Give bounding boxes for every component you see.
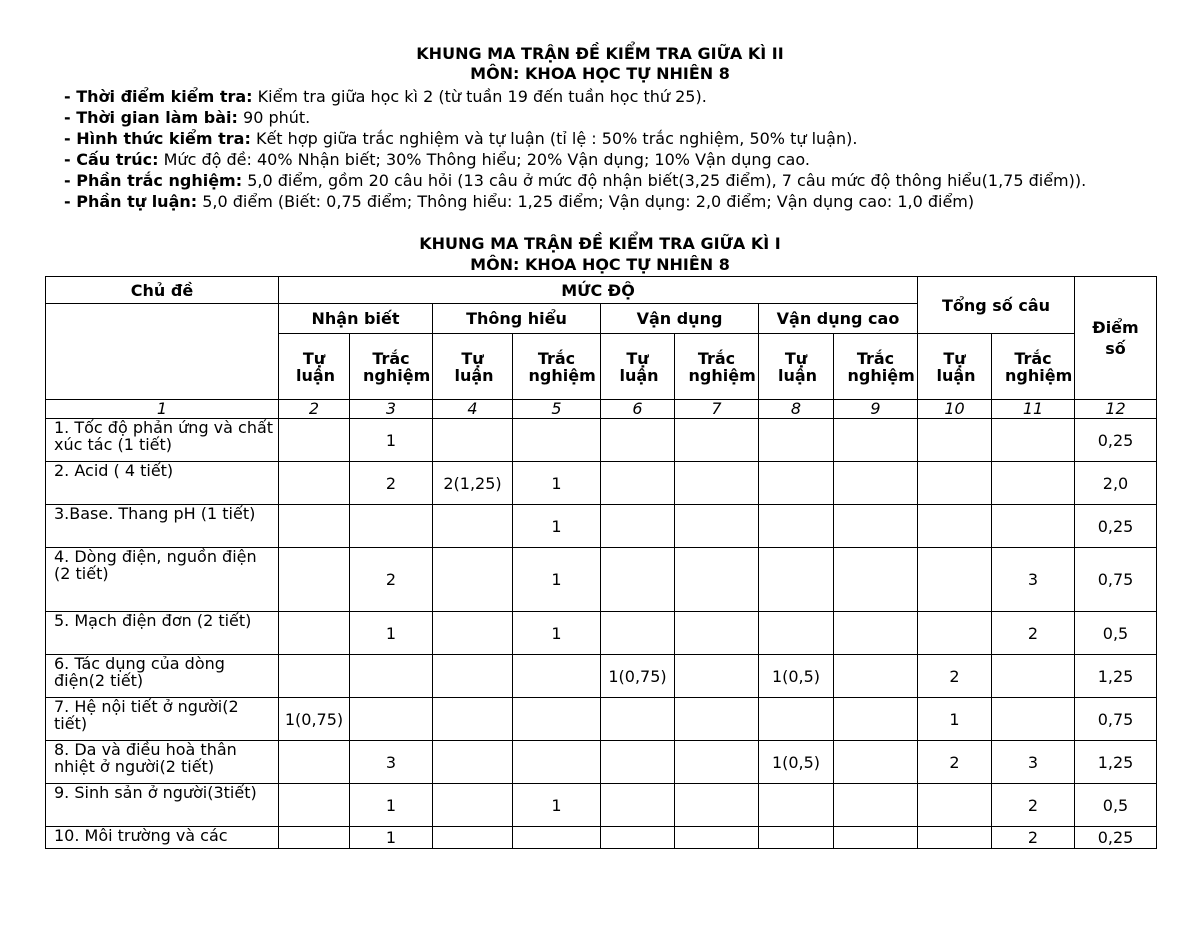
column-number: 10 [918, 400, 992, 419]
column-number: 2 [279, 400, 350, 419]
value-cell [601, 698, 675, 741]
value-cell [834, 741, 918, 784]
value-cell [279, 827, 350, 849]
column-number: 6 [601, 400, 675, 419]
info-text: 90 phút. [237, 108, 311, 127]
table-row [46, 612, 1157, 655]
header-tn-label: Trắc nghiệm [528, 348, 596, 385]
info-label: - Thời gian làm bài: [64, 108, 238, 127]
value-cell [601, 462, 675, 505]
value-cell [759, 827, 834, 849]
value-cell [601, 827, 675, 849]
column-number: 12 [1075, 400, 1157, 419]
value-cell [279, 655, 350, 698]
value-cell: 1,25 [1075, 741, 1157, 784]
table-row [46, 784, 1157, 827]
column-number: 1 [46, 400, 279, 419]
value-cell [992, 462, 1075, 505]
value-cell: 0,5 [1075, 612, 1157, 655]
topic-cell: 10. Môi trường và các [46, 827, 279, 849]
value-cell: 2(1,25) [433, 462, 513, 505]
value-cell: 1(0,5) [759, 655, 834, 698]
value-cell [675, 462, 759, 505]
value-cell: 2 [992, 827, 1075, 849]
value-cell: 0,25 [1075, 419, 1157, 462]
topic-cell: 1. Tốc độ phản ứng và chất xúc tác (1 tiết) [46, 419, 279, 462]
table-row [46, 698, 1157, 741]
info-line [64, 149, 1134, 170]
header-tn [992, 334, 1075, 400]
value-cell [992, 698, 1075, 741]
value-cell: 3 [350, 741, 433, 784]
value-cell [513, 741, 601, 784]
value-cell [433, 827, 513, 849]
value-cell [675, 505, 759, 548]
table-row [46, 419, 1157, 462]
topic-cell: 3.Base. Thang pH (1 tiết) [46, 505, 279, 548]
value-cell: 2 [918, 741, 992, 784]
value-cell [279, 741, 350, 784]
value-cell: 2 [918, 655, 992, 698]
header-row [46, 277, 1157, 304]
value-cell [759, 612, 834, 655]
header-tn-label: Trắc nghiệm [847, 348, 915, 385]
info-line [64, 170, 1134, 191]
table-row [46, 548, 1157, 612]
column-number-row [46, 400, 1157, 419]
header-tn-label: Trắc nghiệm [363, 348, 431, 385]
value-cell [759, 419, 834, 462]
value-cell [675, 419, 759, 462]
value-cell: 0,5 [1075, 784, 1157, 827]
table-row [46, 462, 1157, 505]
info-text: Mức độ đề: 40% Nhận biết; 30% Thông hiểu; 20% Vận dụng; 10% Vận dụng cao. [158, 150, 810, 169]
value-cell [433, 784, 513, 827]
header-th: Thông hiểu [433, 304, 601, 334]
matrix-body [46, 419, 1157, 849]
topic-cell: 7. Hệ nội tiết ở người(2 tiết) [46, 698, 279, 741]
header-tn-label: Trắc nghiệm [688, 348, 756, 385]
header-tn [513, 334, 601, 400]
header-total: Tổng số câu [918, 277, 1075, 334]
matrix-subject: MÔN: KHOA HỌC TỰ NHIÊN 8 [470, 255, 730, 274]
value-cell [834, 827, 918, 849]
header-tl [601, 334, 675, 400]
value-cell: 1(0,5) [759, 741, 834, 784]
value-cell [675, 784, 759, 827]
value-cell: 0,25 [1075, 505, 1157, 548]
header-score-label: Điểm số [1092, 318, 1139, 358]
header-vd: Vận dụng [601, 304, 759, 334]
value-cell [675, 612, 759, 655]
value-cell [834, 462, 918, 505]
info-label: - Cấu trúc: [64, 150, 159, 169]
value-cell [433, 548, 513, 612]
value-cell [918, 548, 992, 612]
value-cell [675, 698, 759, 741]
value-cell [350, 505, 433, 548]
value-cell [601, 612, 675, 655]
column-number: 8 [759, 400, 834, 419]
value-cell [759, 548, 834, 612]
value-cell [759, 462, 834, 505]
table-row [46, 655, 1157, 698]
value-cell: 1 [918, 698, 992, 741]
column-number: 5 [513, 400, 601, 419]
header-score [1075, 277, 1157, 400]
value-cell [918, 462, 992, 505]
value-cell [834, 612, 918, 655]
column-number: 4 [433, 400, 513, 419]
value-cell [601, 548, 675, 612]
header-vdc: Vận dụng cao [759, 304, 918, 334]
value-cell: 1 [350, 784, 433, 827]
info-label: - Hình thức kiểm tra: [64, 129, 251, 148]
header-tl-label: Tự luận [778, 348, 818, 385]
value-cell [350, 655, 433, 698]
value-cell: 3 [992, 548, 1075, 612]
value-cell [834, 698, 918, 741]
header-topic: Chủ đề [46, 277, 279, 304]
value-cell [601, 784, 675, 827]
header-tl [759, 334, 834, 400]
value-cell: 1 [350, 612, 433, 655]
topic-cell: 4. Dòng điện, nguồn điện (2 tiết) [46, 548, 279, 612]
value-cell: 2 [992, 784, 1075, 827]
value-cell: 2 [350, 548, 433, 612]
topic-cell: 5. Mạch điện đơn (2 tiết) [46, 612, 279, 655]
value-cell [759, 505, 834, 548]
value-cell [992, 505, 1075, 548]
value-cell [433, 698, 513, 741]
topic-cell: 6. Tác dụng của dòng điện(2 tiết) [46, 655, 279, 698]
value-cell [513, 419, 601, 462]
value-cell [513, 655, 601, 698]
table-row [46, 741, 1157, 784]
value-cell [433, 419, 513, 462]
matrix-table [45, 276, 1157, 849]
header-tl [918, 334, 992, 400]
value-cell [279, 505, 350, 548]
info-label: - Phần tự luận: [64, 192, 198, 211]
value-cell: 1 [513, 548, 601, 612]
value-cell [513, 698, 601, 741]
info-line [64, 128, 1134, 149]
value-cell: 1 [513, 462, 601, 505]
value-cell [918, 612, 992, 655]
value-cell: 0,75 [1075, 698, 1157, 741]
value-cell [918, 505, 992, 548]
topic-cell: 2. Acid ( 4 tiết) [46, 462, 279, 505]
header-tn-label: Trắc nghiệm [1005, 348, 1073, 385]
value-cell: 2 [992, 612, 1075, 655]
column-number: 3 [350, 400, 433, 419]
header-tn [350, 334, 433, 400]
value-cell [992, 419, 1075, 462]
value-cell: 3 [992, 741, 1075, 784]
matrix-title: KHUNG MA TRẬN ĐỀ KIỂM TRA GIỮA KÌ I [419, 234, 781, 253]
value-cell [433, 741, 513, 784]
value-cell [279, 784, 350, 827]
header-topic-blank [46, 304, 279, 400]
value-cell [759, 784, 834, 827]
value-cell: 0,75 [1075, 548, 1157, 612]
subject-title: MÔN: KHOA HỌC TỰ NHIÊN 8 [470, 64, 730, 83]
value-cell: 1 [350, 419, 433, 462]
value-cell: 0,25 [1075, 827, 1157, 849]
info-text: 5,0 điểm (Biết: 0,75 điểm; Thông hiểu: 1,25 điểm; Vận dụng: 2,0 điểm; Vận dụng cao: 1,0 điểm) [197, 192, 975, 211]
value-cell [834, 505, 918, 548]
value-cell [918, 784, 992, 827]
table-row [46, 505, 1157, 548]
value-cell [834, 419, 918, 462]
value-cell [601, 419, 675, 462]
header-nb: Nhận biết [279, 304, 433, 334]
value-cell [992, 655, 1075, 698]
value-cell [279, 548, 350, 612]
info-line [64, 107, 1134, 128]
value-cell [513, 827, 601, 849]
info-text: Kiểm tra giữa học kì 2 (từ tuần 19 đến tuần học thứ 25). [252, 87, 707, 106]
value-cell [918, 827, 992, 849]
value-cell [433, 655, 513, 698]
value-cell [350, 698, 433, 741]
header-tl-label: Tự luận [296, 348, 336, 385]
value-cell [601, 741, 675, 784]
topic-cell: 9. Sinh sản ở người(3tiết) [46, 784, 279, 827]
info-label: - Thời điểm kiểm tra: [64, 87, 253, 106]
column-number: 7 [675, 400, 759, 419]
value-cell [601, 505, 675, 548]
value-cell: 1,25 [1075, 655, 1157, 698]
info-text: 5,0 điểm, gồm 20 câu hỏi (13 câu ở mức độ nhận biết(3,25 điểm), 7 câu mức độ thông hiểu(1,75 điểm)). [242, 171, 1087, 190]
header-tl-label: Tự luận [619, 348, 659, 385]
value-cell [834, 784, 918, 827]
topic-cell: 8. Da và điều hoà thân nhiệt ở người(2 tiết) [46, 741, 279, 784]
header-tl-label: Tự luận [454, 348, 494, 385]
header-tl [433, 334, 513, 400]
value-cell [675, 548, 759, 612]
value-cell: 1(0,75) [279, 698, 350, 741]
value-cell [433, 612, 513, 655]
value-cell [675, 827, 759, 849]
info-text: Kết hợp giữa trắc nghiệm và tự luận (tỉ lệ : 50% trắc nghiệm, 50% tự luận). [250, 129, 858, 148]
value-cell [834, 655, 918, 698]
header-level: MỨC ĐỘ [279, 277, 918, 304]
value-cell: 1 [513, 612, 601, 655]
value-cell: 2 [350, 462, 433, 505]
value-cell [279, 612, 350, 655]
value-cell [675, 741, 759, 784]
header-tn [675, 334, 759, 400]
value-cell [675, 655, 759, 698]
value-cell: 1(0,75) [601, 655, 675, 698]
info-line [64, 191, 1134, 212]
exam-info [64, 86, 1134, 212]
table-row [46, 827, 1157, 849]
value-cell: 1 [513, 505, 601, 548]
value-cell: 1 [513, 784, 601, 827]
value-cell [279, 462, 350, 505]
header-tl [279, 334, 350, 400]
document-title: KHUNG MA TRẬN ĐỀ KIỂM TRA GIỮA KÌ II [416, 44, 784, 63]
value-cell [433, 505, 513, 548]
value-cell [834, 548, 918, 612]
value-cell [759, 698, 834, 741]
info-label: - Phần trắc nghiệm: [64, 171, 243, 190]
header-tn [834, 334, 918, 400]
info-line [64, 86, 1134, 107]
column-number: 9 [834, 400, 918, 419]
value-cell [279, 419, 350, 462]
header-tl-label: Tự luận [936, 348, 976, 385]
value-cell: 2,0 [1075, 462, 1157, 505]
column-number: 11 [992, 400, 1075, 419]
value-cell: 1 [350, 827, 433, 849]
value-cell [918, 419, 992, 462]
